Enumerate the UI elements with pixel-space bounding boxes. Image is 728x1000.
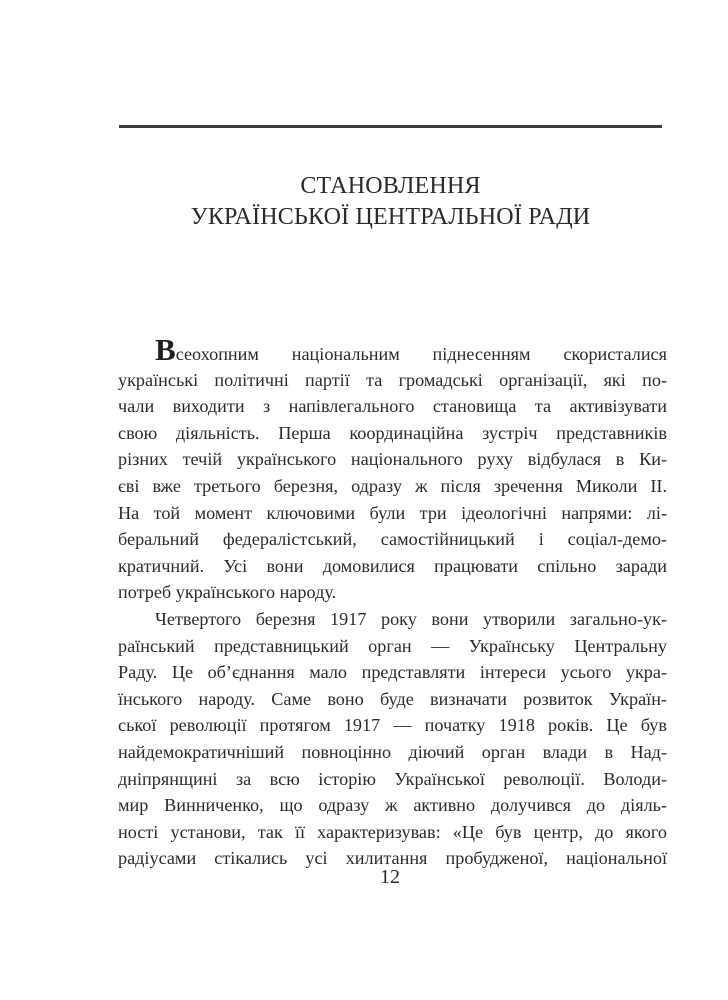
paragraph-2-line: ської революції протягом 1917 — початку 1918 років. Це був (118, 715, 667, 736)
paragraph-2-line: радіусами стікались усі хилитання пробудженої, національної (118, 848, 667, 869)
paragraph-1-line: чали виходити з напівлегального становища та активізувати (118, 396, 667, 417)
paragraph-1-line: потреб українського народу. (118, 582, 337, 603)
paragraph-1-line: На той момент ключовими були три ідеологічні напрями: лі- (118, 502, 667, 523)
paragraph-1 (118, 332, 667, 606)
paragraph-1-line: єві вже третього березня, одразу ж після зречення Миколи ІІ. (118, 475, 667, 496)
paragraph-2-line: раїнський представницький орган — Українську Центральну (118, 635, 667, 656)
paragraph-2-line: мир Винниченко, що одразу ж активно долучився до діяль- (118, 795, 667, 816)
paragraph-2-line: Раду. Це об’єднання мало представляти інтереси усього укра- (118, 662, 667, 683)
paragraph-1-line-1-text: сеохопним національним піднесенням скористалися (175, 344, 667, 364)
paragraph-2-line: найдемократичніший повноцінно діючий орган влади в Над- (118, 741, 667, 762)
paragraph-2-line: дніпрянщині за всю історію Української революції. Володи- (118, 768, 667, 789)
paragraph-2-line: Четвертого березня 1917 року вони утворили загально-ук- (155, 608, 667, 629)
paragraph-1-line: кратичний. Усі вони домовилися працювати спільно заради (118, 555, 667, 576)
chapter-title (119, 171, 662, 233)
page-number: 12 (380, 866, 400, 888)
paragraph-2 (118, 606, 667, 872)
chapter-title-line-2: УКРАЇНСЬКОЇ ЦЕНТРАЛЬНОЇ РАДИ (190, 204, 591, 230)
chapter-top-rule (119, 125, 662, 128)
body-text (118, 332, 667, 872)
paragraph-2-line: ності установи, так її характеризував: «Це був центр, до якого (118, 821, 667, 842)
chapter-title-line-1: СТАНОВЛЕННЯ (300, 173, 481, 199)
paragraph-1-line: свою діяльність. Перша координаційна зустріч представників (118, 422, 667, 443)
drop-cap: В (155, 332, 176, 367)
paragraph-1-line: різних течій українського національного руху відбулася в Ки- (118, 449, 667, 470)
paragraph-1-line-1 (118, 332, 667, 367)
paragraph-2-line: їнського народу. Саме воно буде визначати розвиток Україн- (118, 688, 667, 709)
paragraph-1-line: українські політичні партії та громадські організації, які по- (118, 369, 667, 390)
paragraph-1-line: беральний федералістський, самостійницький і соціал-демо- (118, 529, 667, 550)
